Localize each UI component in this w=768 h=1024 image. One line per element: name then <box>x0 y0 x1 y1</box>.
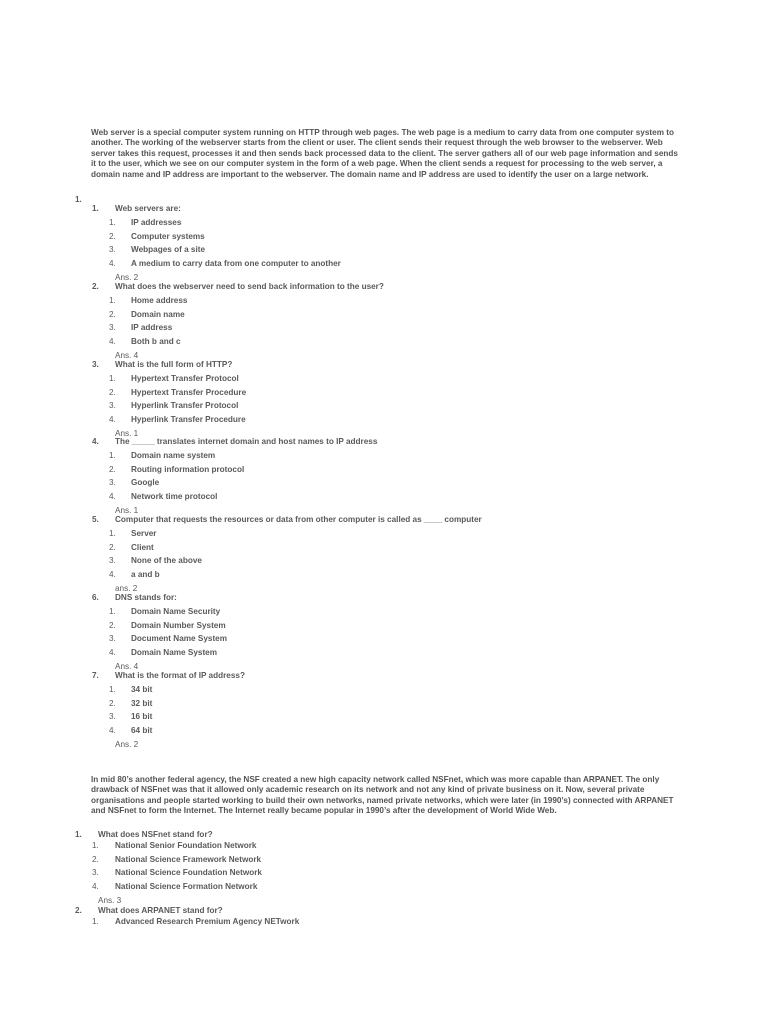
option-text: Home address <box>131 296 188 305</box>
option-text: Hyperlink Transfer Procedure <box>131 414 246 424</box>
option-number: 1. <box>109 218 116 227</box>
question-number: 4. <box>92 437 99 446</box>
option-number: 3. <box>109 712 116 722</box>
intro-paragraph-web-server: Web server is a special computer system running on HTTP through web pages. The web page is a medium to carry data from one computer system to another. The working of the webserver starts from the client or user. The client sends their request through the web browser to the webserver. Web server takes this request, processes it and then sends back processed data to the client. The server gathers all of our web page information and sends it to the user, which we see on our computer system in the form of a web page. When the client sends a request for processing to the web server, a domain name and IP address are important to the webserver. The domain name and IP address are used to identify the user on a large network. <box>91 128 678 179</box>
option-text: National Senior Foundation Network <box>115 841 257 850</box>
option-number: 3. <box>109 401 116 411</box>
question-number: 1. <box>75 830 82 839</box>
question-number: 6. <box>92 593 99 602</box>
option-text: Hypertext Transfer Procedure <box>131 387 247 397</box>
option-number: 3. <box>109 478 116 488</box>
option-number: 1. <box>109 529 116 538</box>
option-text: Routing information protocol <box>131 464 245 474</box>
option-text: None of the above <box>131 556 202 566</box>
option-number: 1. <box>109 685 116 694</box>
option-number: 1. <box>109 374 116 383</box>
question-text: What does the webserver need to send back information to the user? <box>115 282 384 291</box>
option-number: 1. <box>109 607 116 616</box>
option-text: Both b and c <box>131 336 181 346</box>
option-text: Domain Name Security <box>131 607 221 616</box>
option-text: Domain Name System <box>131 647 218 657</box>
option-number: 1. <box>109 451 116 460</box>
question-number: 5. <box>92 515 99 524</box>
option-text: National Science Framework Network <box>115 854 262 864</box>
answer-label: Ans. 4 <box>115 351 139 360</box>
option-text: Hypertext Transfer Protocol <box>131 374 239 383</box>
option-number: 2. <box>109 464 116 474</box>
option-text: Google <box>131 478 160 488</box>
option-text: Advanced Research Premium Agency NETwork <box>115 917 300 926</box>
option-text: Computer systems <box>131 231 205 241</box>
question-number: 2. <box>75 906 82 915</box>
option-text: Domain name system <box>131 451 216 460</box>
option-number: 3. <box>109 323 116 333</box>
question-text: What does ARPANET stand for? <box>98 906 223 915</box>
option-text: 34 bit <box>131 685 153 694</box>
option-text: Document Name System <box>131 634 228 644</box>
option-text: Server <box>131 529 157 538</box>
option-text: 16 bit <box>131 712 153 722</box>
question-number: 1. <box>92 204 99 213</box>
option-number: 4. <box>109 569 116 579</box>
option-text: National Science Formation Network <box>115 881 258 891</box>
option-text: Network time protocol <box>131 491 218 501</box>
option-number: 3. <box>92 868 99 878</box>
question-text: What is the format of IP address? <box>115 671 245 680</box>
option-text: 32 bit <box>131 698 153 708</box>
option-number: 1. <box>92 841 99 850</box>
option-number: 4. <box>109 258 116 268</box>
question-text: Computer that requests the resources or data from other computer is called as ____ computer <box>115 515 482 524</box>
answer-label: Ans. 4 <box>115 662 139 671</box>
option-number: 4. <box>109 336 116 346</box>
option-text: IP address <box>131 323 173 333</box>
option-text: Domain Number System <box>131 620 226 630</box>
option-text: 64 bit <box>131 725 153 735</box>
option-number: 4. <box>109 647 116 657</box>
option-text: a and b <box>131 569 160 579</box>
option-number: 2. <box>109 387 116 397</box>
option-text: IP addresses <box>131 218 182 227</box>
answer-label: Ans. 2 <box>115 740 139 749</box>
question-text: The _____ translates internet domain and host names to IP address <box>115 437 378 446</box>
answer-label: Ans. 3 <box>98 896 122 905</box>
option-number: 4. <box>109 725 116 735</box>
question-text: Web servers are: <box>115 204 181 213</box>
option-number: 2. <box>109 698 116 708</box>
option-number: 3. <box>109 556 116 566</box>
option-text: Hyperlink Transfer Protocol <box>131 401 239 411</box>
option-text: A medium to carry data from one computer to another <box>131 258 341 268</box>
question-number: 7. <box>92 671 99 680</box>
option-number: 2. <box>109 542 116 552</box>
option-text: National Science Foundation Network <box>115 868 262 878</box>
option-text: Webpages of a site <box>131 245 206 255</box>
answer-label: Ans. 1 <box>115 429 139 438</box>
option-number: 1. <box>92 917 99 926</box>
question-number: 3. <box>92 360 99 369</box>
option-number: 2. <box>109 309 116 319</box>
option-number: 2. <box>109 231 116 241</box>
question-text: What is the full form of HTTP? <box>115 360 233 369</box>
option-number: 2. <box>92 854 99 864</box>
outer-list-number: 1. <box>75 195 82 204</box>
question-text: What does NSFnet stand for? <box>98 830 213 839</box>
question-number: 2. <box>92 282 99 291</box>
option-text: Client <box>131 542 154 552</box>
answer-label: Ans. 1 <box>115 506 139 515</box>
intro-paragraph-nsfnet: In mid 80’s another federal agency, the NSF created a new high capacity network called NSFnet, which was more capable than ARPANET. The only drawback of NSFnet was that it allowed only academic research on its network and not any kind of private business on it. Now, several private organisations and people started working to build their own networks, named private networks, which were later (in 1990’s) connected with ARPANET and NSFnet to form the Internet. The Internet really became popular in 1990’s after the development of World Wide Web. <box>91 775 674 816</box>
answer-label: ans. 2 <box>115 584 138 593</box>
option-number: 2. <box>109 620 116 630</box>
option-text: Domain name <box>131 309 185 319</box>
option-number: 3. <box>109 245 116 255</box>
option-number: 3. <box>109 634 116 644</box>
option-number: 4. <box>92 881 99 891</box>
option-number: 4. <box>109 414 116 424</box>
question-text: DNS stands for: <box>115 593 177 602</box>
option-number: 4. <box>109 491 116 501</box>
option-number: 1. <box>109 296 116 305</box>
answer-label: Ans. 2 <box>115 273 139 282</box>
